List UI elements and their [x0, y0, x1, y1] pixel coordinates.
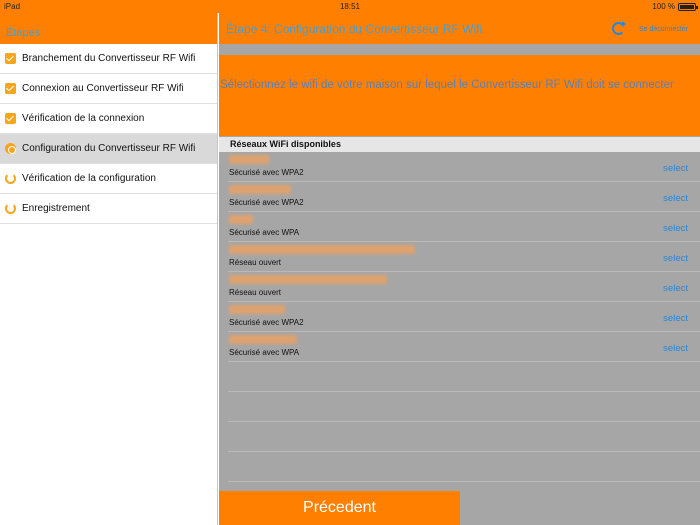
pending-spinner-icon	[5, 173, 16, 184]
wifi-network-row[interactable]	[228, 152, 700, 182]
wifi-network-list	[219, 152, 700, 482]
wifi-network-row[interactable]	[228, 182, 700, 212]
checkbox-checked-icon	[5, 83, 16, 94]
network-security: Sécurisé avec WPA2	[229, 318, 304, 327]
select-network-link[interactable]: select	[663, 313, 688, 324]
checkbox-checked-icon	[5, 113, 16, 124]
battery-status	[652, 2, 696, 11]
select-network-link[interactable]: select	[663, 223, 688, 234]
network-name-redacted	[229, 215, 253, 224]
previous-button[interactable]: Précedent	[219, 491, 460, 525]
pending-spinner-icon	[5, 203, 16, 214]
network-security: Sécurisé avec WPA2	[229, 198, 304, 207]
refresh-icon[interactable]	[612, 22, 625, 35]
wifi-list-title: Réseaux WiFi disponibles	[230, 139, 341, 149]
checkbox-checked-icon	[5, 53, 16, 64]
select-network-link[interactable]: select	[663, 163, 688, 174]
status-time: 18:51	[339, 2, 361, 11]
network-name-redacted	[229, 155, 269, 164]
step-item-branchement[interactable]	[0, 44, 217, 74]
step-item-configuration[interactable]	[0, 134, 217, 164]
page-title: Étape 4: Configuration du Convertisseur RF Wifi	[226, 22, 483, 36]
network-security: Sécurisé avec WPA	[229, 228, 300, 237]
empty-row	[228, 362, 700, 392]
battery-icon	[678, 3, 696, 11]
network-name-redacted	[229, 245, 415, 254]
network-name-redacted	[229, 185, 291, 194]
sidebar-title: Étapes	[6, 27, 41, 39]
wifi-network-row[interactable]	[228, 332, 700, 362]
network-security: Réseau ouvert	[229, 258, 282, 267]
empty-row	[228, 392, 700, 422]
step-label: Enregistrement	[22, 203, 90, 214]
select-network-link[interactable]: select	[663, 193, 688, 204]
network-security: Sécurisé avec WPA	[229, 348, 300, 357]
step-item-verification-configuration[interactable]	[0, 164, 217, 194]
status-bar	[0, 0, 700, 13]
select-network-link[interactable]: select	[663, 283, 688, 294]
instruction-text: Sélectionnez le wifi de votre maison sur lequel le Convertisseur RF Wifi doit se connecter	[220, 79, 674, 91]
step-item-enregistrement[interactable]	[0, 194, 217, 224]
main-header	[219, 13, 700, 44]
select-network-link[interactable]: select	[663, 253, 688, 264]
step-label: Configuration du Convertisseur RF Wifi	[22, 143, 196, 154]
step-label: Connexion au Convertisseur RF Wifi	[22, 83, 184, 94]
current-step-icon	[5, 143, 16, 154]
network-name-redacted	[229, 305, 285, 314]
device-label: iPad	[4, 2, 21, 11]
network-name-redacted	[229, 275, 387, 284]
step-label: Vérification de la configuration	[22, 173, 156, 184]
wifi-network-row[interactable]	[228, 212, 700, 242]
step-item-verification-connexion[interactable]	[0, 104, 217, 134]
select-network-link[interactable]: select	[663, 343, 688, 354]
instruction-banner	[219, 55, 700, 136]
main-panel	[219, 13, 700, 525]
wifi-network-row[interactable]	[228, 272, 700, 302]
logout-link[interactable]: Se déconnecter	[638, 26, 688, 33]
step-list	[0, 44, 217, 224]
sidebar-header	[0, 13, 217, 44]
battery-percent: 100 %	[652, 2, 675, 11]
wifi-list-header	[219, 137, 700, 152]
step-label: Vérification de la connexion	[22, 113, 145, 124]
step-item-connexion[interactable]	[0, 74, 217, 104]
wifi-network-row[interactable]	[228, 242, 700, 272]
wifi-network-row[interactable]	[228, 302, 700, 332]
steps-sidebar	[0, 13, 218, 525]
empty-row	[228, 422, 700, 452]
empty-row	[228, 452, 700, 482]
network-security: Réseau ouvert	[229, 288, 282, 297]
step-label: Branchement du Convertisseur RF Wifi	[22, 53, 196, 64]
network-security: Sécurisé avec WPA2	[229, 168, 304, 177]
network-name-redacted	[229, 335, 297, 344]
